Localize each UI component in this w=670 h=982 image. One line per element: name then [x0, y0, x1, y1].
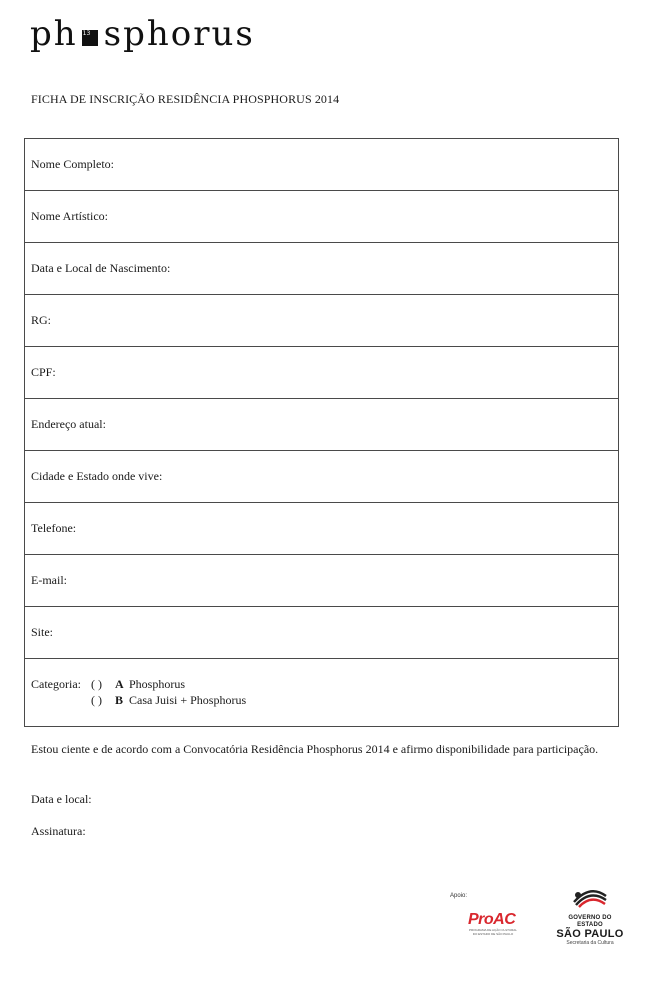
category-option-a[interactable]	[91, 677, 246, 692]
category-options	[91, 677, 246, 708]
signature-line[interactable]: Assinatura:	[31, 824, 86, 838]
sao-paulo-government-logo	[556, 886, 624, 947]
field-row-cpf[interactable]	[25, 347, 618, 399]
field-row-phone[interactable]	[25, 503, 618, 555]
field-label: Site:	[31, 625, 54, 639]
gov-line-3: Secretaria da Cultura	[566, 940, 614, 946]
field-label: E-mail:	[31, 573, 67, 587]
option-letter: B	[115, 693, 124, 707]
field-row-address[interactable]	[25, 399, 618, 451]
logo-text-left: ph	[30, 14, 78, 54]
proac-logo	[468, 912, 518, 940]
field-label: CPF:	[31, 365, 56, 379]
field-label: Nome Artístico:	[31, 209, 108, 223]
field-row-email[interactable]	[25, 555, 618, 607]
gov-line-1: GOVERNO DO ESTADO	[568, 915, 612, 928]
logo-square-mark	[82, 30, 98, 46]
document-title: FICHA DE INSCRIÇÃO RESIDÊNCIA PHOSPHORUS 2014	[31, 92, 340, 106]
field-row-artistic-name[interactable]	[25, 191, 618, 243]
proac-tagline: PROGRAMA DE AÇÃO CULTURAL DO ESTADO DE SÃO PAULO	[469, 928, 517, 936]
phosphorus-logo	[30, 14, 255, 54]
support-label: Apoio:	[450, 893, 468, 899]
option-text: Casa Juisi + Phosphorus	[129, 693, 247, 707]
date-place-line[interactable]: Data e local:	[31, 792, 92, 806]
field-label: Nome Completo:	[31, 157, 114, 171]
proac-wordmark: ProAC	[468, 911, 516, 928]
field-row-category	[25, 659, 618, 726]
logo-text-right: sphorus	[103, 14, 255, 54]
field-label: RG:	[31, 313, 52, 327]
field-label: Data e Local de Nascimento:	[31, 261, 171, 275]
category-option-b[interactable]	[91, 693, 246, 708]
field-label: Endereço atual:	[31, 417, 106, 431]
field-label: Cidade e Estado onde vive:	[31, 469, 163, 483]
logo-mark-number: 13	[82, 30, 91, 37]
option-text: Phosphorus	[129, 677, 186, 691]
checkbox-b[interactable]: ( )	[91, 693, 102, 707]
checkbox-a[interactable]: ( )	[91, 677, 102, 691]
option-letter: A	[115, 677, 124, 691]
registration-form-table	[24, 138, 619, 727]
field-row-birth[interactable]	[25, 243, 618, 295]
sao-paulo-flag-icon	[570, 886, 610, 908]
agreement-statement: Estou ciente e de acordo com a Convocatória Residência Phosphorus 2014 e afirmo disponibilidade para participação.	[31, 742, 599, 756]
field-row-site[interactable]	[25, 607, 618, 659]
field-row-rg[interactable]	[25, 295, 618, 347]
field-row-city-state[interactable]	[25, 451, 618, 503]
category-label: Categoria:	[31, 677, 81, 691]
gov-line-2: SÃO PAULO	[556, 928, 624, 940]
field-row-full-name[interactable]	[25, 139, 618, 191]
field-label: Telefone:	[31, 521, 77, 535]
